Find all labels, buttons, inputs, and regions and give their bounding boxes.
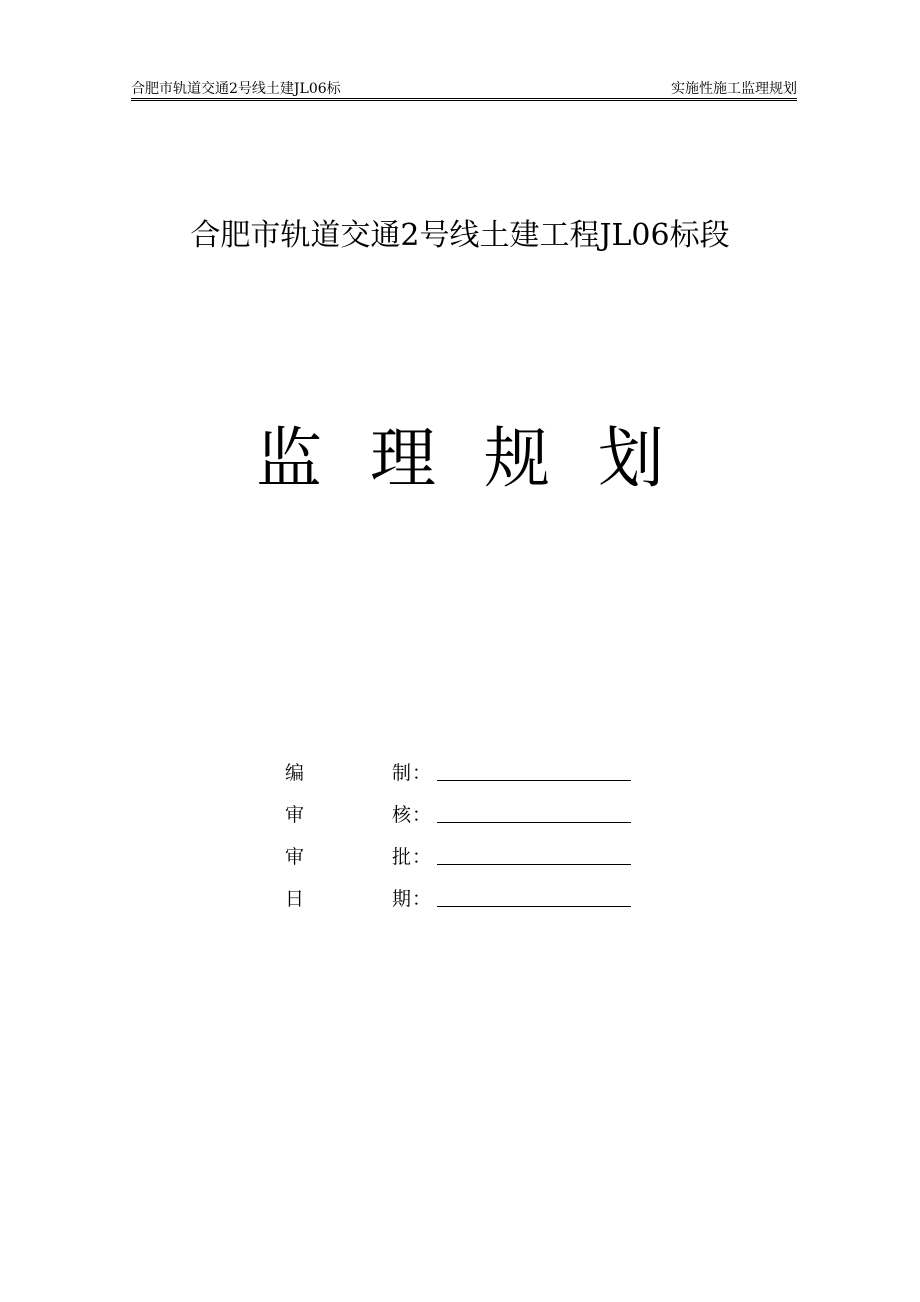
signoff-row-review <box>285 800 645 842</box>
signoff-blank-line <box>437 864 631 865</box>
document-title: 监理规划 <box>256 420 712 497</box>
signoff-label-first-char: 审 <box>285 804 305 826</box>
signoff-colon: ： <box>412 888 432 910</box>
signoff-label-second-char: 制 <box>392 762 412 784</box>
signoff-blank-line <box>437 906 631 907</box>
signoff-blank-line <box>437 780 631 781</box>
signoff-row-compile <box>285 758 645 800</box>
signoff-label-second-char: 期 <box>392 888 412 910</box>
signoff-blank-line <box>437 822 631 823</box>
project-title: 合肥市轨道交通2号线土建工程JL06标段 <box>190 218 730 253</box>
signoff-row-date <box>285 884 645 926</box>
signoff-label-first-char: 审 <box>285 846 305 868</box>
signoff-label-second-char: 批 <box>392 846 412 868</box>
signoff-block <box>285 758 645 926</box>
signoff-label-second-char: 核 <box>392 804 412 826</box>
header-project-name: 合肥市轨道交通2号线土建JL06标 <box>131 81 341 97</box>
signoff-colon: ： <box>412 762 432 784</box>
signoff-row-approve <box>285 842 645 884</box>
header-document-type: 实施性施工监理规划 <box>671 81 797 97</box>
signoff-label-first-char: 日 <box>285 888 305 910</box>
signoff-colon: ： <box>412 846 432 868</box>
signoff-colon: ： <box>412 804 432 826</box>
page-header <box>131 78 797 101</box>
signoff-label-first-char: 编 <box>285 762 305 784</box>
